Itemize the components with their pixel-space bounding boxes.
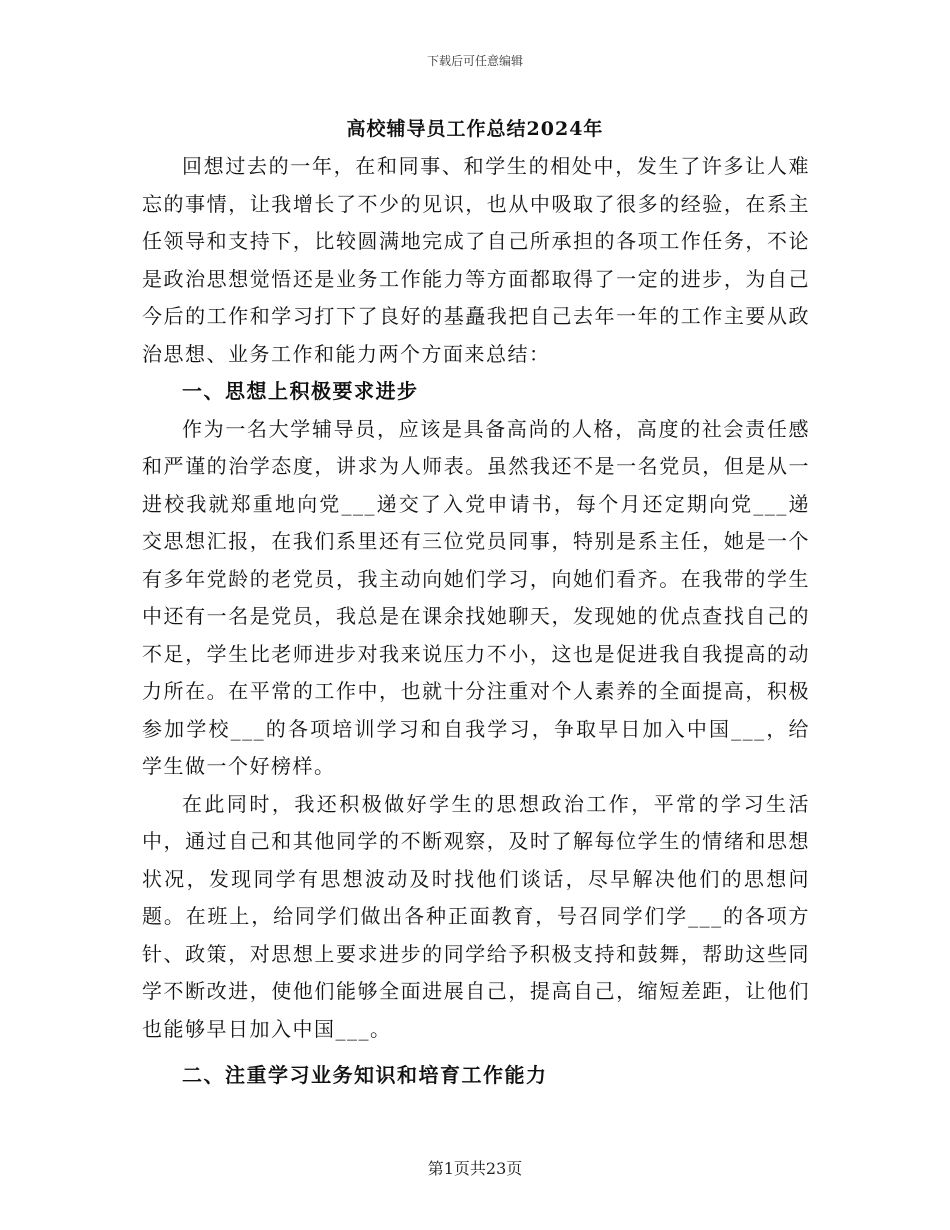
section-1-paragraph-1: 作为一名大学辅导员，应该是具备高尚的人格，高度的社会责任感和严谨的治学态度，讲求为人师表。虽然我还不是一名党员，但是从一进校我就郑重地向党___递交了入党申请书，每个月还定期向党___递交思想汇报，在我们系里还有三位党员同事，特别是系主任，她是一个有多年党龄的老党员，我主动向她们学习，向她们看齐。在我带的学生中还有一名是党员，我总是在课余找她聊天，发现她的优点查找自己的不足，学生比老师进步对我来说压力不小，这也是促进我自我提高的动力所在。在平常的工作中，也就十分注重对个人素养的全面提高，积极参加学校___的各项培训学习和自我学习，争取早日加入中国___，给学生做一个好榜样。 [142,416,810,778]
intro-paragraph: 回想过去的一年，在和同事、和学生的相处中，发生了许多让人难忘的事情，让我增长了不少的见识，也从中吸取了很多的经验，在系主任领导和支持下，比较圆满地完成了自己所承担的各项工作任务，不论是政治思想觉悟还是业务工作能力等方面都取得了一定的进步，为自己今后的工作和学习打下了良好的基矗我把自己去年一年的工作主要从政治思想、业务工作和能力两个方面来总结： [142,154,810,366]
page-footer: 第1页共23页 [427,1159,523,1178]
section-2-heading: 二、注重学习业务知识和培育工作能力 [182,1063,548,1087]
document-title: 高校辅导员工作总结2024年 [346,118,604,140]
document-body [142,148,810,1095]
header-note: 下载后可任意编辑 [426,54,523,68]
section-1-heading: 一、思想上积极要求进步 [182,379,419,403]
section-1-paragraph-2: 在此同时，我还积极做好学生的思想政治工作，平常的学习生活中，通过自己和其他同学的不断观察，及时了解每位学生的情绪和思想状况，发现同学有思想波动及时找他们谈话，尽早解决他们的思想问题。在班上，给同学们做出各种正面教育，号召同学们学___的各项方针、政策，对思想上要求进步的同学给予积极支持和鼓舞，帮助这些同学不断改进，使他们能够全面进展自己，提高自己，缩短差距，让他们也能够早日加入中国___。 [142,791,810,1041]
